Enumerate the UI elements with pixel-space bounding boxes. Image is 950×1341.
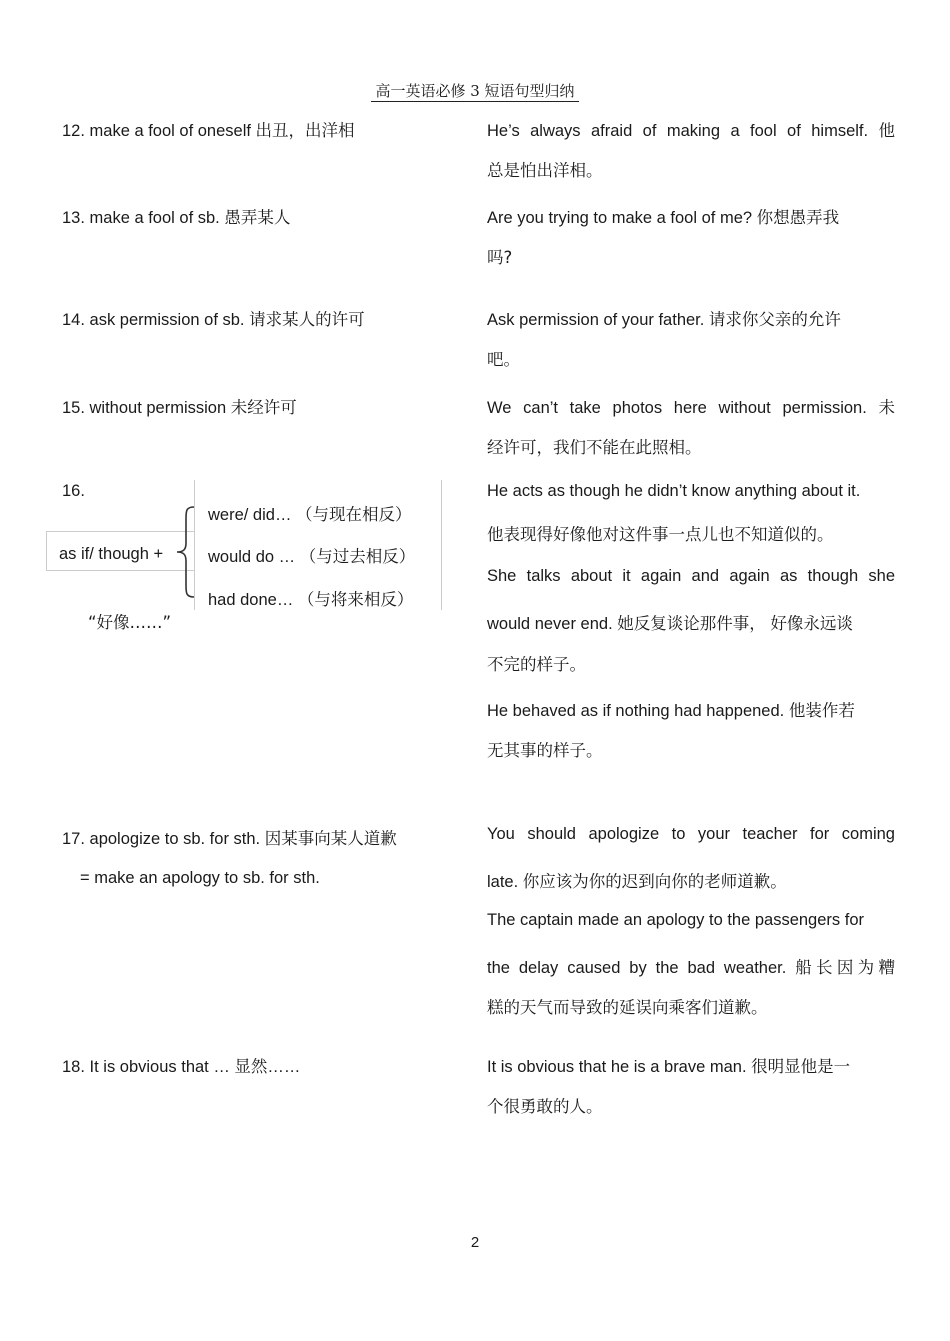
example-16c-line-2: 无其事的样子。 <box>487 741 603 760</box>
option-past: would do … （与过去相反） <box>208 548 416 566</box>
box-top-line <box>46 531 194 532</box>
example-16b-line-1: She talks about it again and again as though she <box>487 567 895 585</box>
phrase-12: 12. make a fool of oneself 出丑，出洋相 <box>62 122 355 140</box>
entry-16-number: 16. <box>62 482 85 500</box>
page-header <box>0 80 950 101</box>
example-17b-line-2: the delay caused by the bad weather. 船长因为糟 <box>487 959 895 977</box>
example-17a-line-1: You should apologize to your teacher for coming <box>487 825 895 843</box>
example-17b-line-3: 糕的天气而导致的延误向乘客们道歉。 <box>487 998 768 1017</box>
phrase-17: 17. apologize to sb. for sth. 因某事向某人道歉 <box>62 830 397 848</box>
divider-right <box>441 480 442 610</box>
example-16b-line-3: 不完的样子。 <box>487 655 586 674</box>
phrase-15: 15. without permission 未经许可 <box>62 399 297 417</box>
phrase-17-equivalent: = make an apology to sb. for sth. <box>80 869 320 887</box>
example-16a-line-1: He acts as though he didn’t know anything about it. <box>487 482 861 500</box>
phrase-14: 14. ask permission of sb. 请求某人的许可 <box>62 311 365 329</box>
example-12-line-1: He’s always afraid of making a fool of himself. 他 <box>487 122 895 140</box>
example-15-line-2: 经许可，我们不能在此照相。 <box>487 438 702 457</box>
as-if-meaning: “好像……” <box>88 613 172 632</box>
box-bottom-line <box>46 570 194 571</box>
example-16c-line-1: He behaved as if nothing had happened. 他装作若 <box>487 702 855 720</box>
curly-brace-icon <box>174 505 198 599</box>
example-16a-line-2: 他表现得好像他对这件事一点儿也不知道似的。 <box>487 525 834 544</box>
option-present: were/ did… （与现在相反） <box>208 506 412 524</box>
example-14-line-1: Ask permission of your father. 请求你父亲的允许 <box>487 311 841 329</box>
as-if-lead: as if/ though + <box>59 545 164 563</box>
example-13-line-2: 吗? <box>487 248 513 267</box>
example-18-line-2: 个很勇敢的人。 <box>487 1097 603 1116</box>
example-13-line-1: Are you trying to make a fool of me? 你想愚弄我 <box>487 209 840 227</box>
header-title: 高一英语必修 3 短语句型归纳 <box>371 82 578 102</box>
example-18-line-1: It is obvious that he is a brave man. 很明显他是一 <box>487 1058 851 1076</box>
example-17b-line-1: The captain made an apology to the passengers for <box>487 911 864 929</box>
option-future: had done… （与将来相反） <box>208 591 414 609</box>
page-number: 2 <box>470 1234 480 1251</box>
example-16b-line-2: would never end. 她反复谈论那件事， 好像永远谈 <box>487 615 853 633</box>
phrase-13: 13. make a fool of sb. 愚弄某人 <box>62 209 291 227</box>
box-left-line <box>46 531 47 571</box>
phrase-18: 18. It is obvious that … 显然…… <box>62 1058 301 1076</box>
example-14-line-2: 吧。 <box>487 350 520 369</box>
example-12-line-2: 总是怕出洋相。 <box>487 161 603 180</box>
example-17a-line-2: late. 你应该为你的迟到向你的老师道歉。 <box>487 873 787 891</box>
example-15-line-1: We can’t take photos here without permission. 未 <box>487 399 895 417</box>
